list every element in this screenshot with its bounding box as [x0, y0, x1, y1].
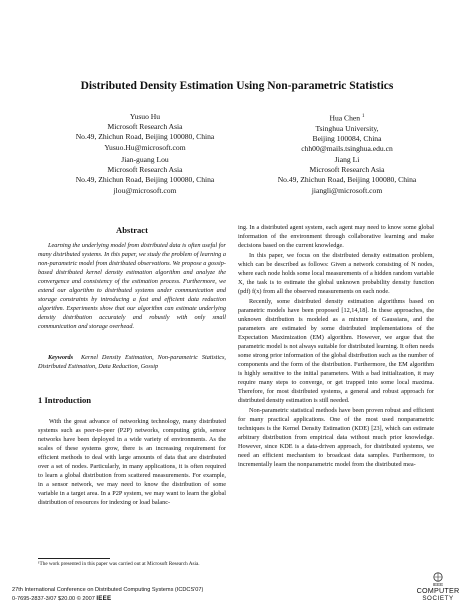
paragraph: With the great advance of networking technology, many distributed systems such as peer-to-peer (P2P) networks, computing grids, sensor networks have been deployed in a wide variety of environments. As the scales of these systems grow, there is an increasing requirement for efficient methods to deal with large amounts of data that are distributed over a set of nodes. Particularly, in many applications, it is often required to learn a global distribution from scattered measurements. For example, in a sensor network, we may need to know the distribution of some variable in a target area. In a P2P system, we may want to learn the global distribution of resources for indexing or load balanc- [38, 418, 226, 506]
author-affiliation: Tsinghua University, [315, 123, 379, 133]
author-affiliation: Microsoft Research Asia [107, 122, 183, 132]
paragraph: In this paper, we focus on the distributed density estimation problem, which can be described as follows: Given a network consisting of N nodes, where each node holds some local measurements of a hidden random variable X, the task is to estimate the global unknown probability density function (pdf) f(x) from all the observed measurements on each node. [238, 252, 434, 295]
author-email: Yusuo.Hu@microsoft.com [104, 142, 186, 152]
logo-line: COMPUTER [416, 586, 460, 595]
author-name: Hua Chen $^1$ [329, 113, 365, 123]
keywords-label: Keywords [48, 354, 73, 361]
ieee-wordmark: IEEE [96, 594, 112, 602]
logo-emblem-icon [431, 572, 445, 582]
author-email: jiangli@microsoft.com [311, 185, 383, 195]
logo-line: SOCIETY [422, 594, 454, 602]
paragraph: Recently, some distributed density estimation algorithms based on parametric models have been proposed [12,14,18]. In these approaches, the unknown distribution is modeled as a mixture of Gaussians, and the parameters are estimated by some distributed implementations of the Expectation Maximization (EM) algorithm. However, we argue that the parametric model is not always suitable for distributed learning. It often needs some strong prior information of the global distribution such as the number of components and the form of the distribution. Furthermore, the EM algorithm is highly sensitive to the initial parameters. With a bad initialization, it may require many steps to converge, or get trapped into some local maxima. Therefore, for most distributed systems, a general and robust approach for distributed density estimation is still needed. [238, 298, 434, 404]
author-address: No.49, Zhichun Road, Beijing 100080, China [75, 132, 215, 142]
footer-isbn-line [12, 595, 332, 604]
page-footer [12, 587, 332, 603]
paragraph: Non-parametric statistical methods have been proven robust and efficient for many practical applications. One of the most used nonparametric techniques is the Kernel Density Estimation (KDE) [23], which can estimate arbitrary distribution from empirical data without much prior knowledge. However, since KDE is a data-driven approach, for distributed systems, we need an efficient mechanism to broadcast data samples. Furthermore, to incrementally learn the nonparametric model from the distributed mea- [238, 407, 434, 468]
author-block-3 [60, 155, 230, 196]
footer-conference: 27th International Conference on Distributed Computing Systems (ICDCS'07) [12, 587, 204, 593]
footnote-rule [38, 558, 110, 559]
author-affiliation: Microsoft Research Asia [309, 165, 385, 175]
author-address: Beijing 100084, China [312, 133, 382, 143]
paragraph: ing. In a distributed agent system, each agent may need to know some global information of the environment through collaborative learning and make decisions based on the current knowledge. [238, 224, 434, 249]
abstract-text: Learning the underlying model from distributed data is often useful for many distributed systems. In this paper, we study the problem of learning a non-parametric model from distributed observations. We propose a gossip-based distributed kernel density estimation algorithm and analyze the convergence and consistency of the estimation process. Furthermore, we extend our algorithm to distributed systems under communication and storage constraints by introducing a fast and efficient data reduction algorithm. Experiments show that our algorithm can estimate underlying density distribution accurately and robustly with only small communication and storage overhead. [38, 242, 226, 330]
logo-line: IEEE [432, 582, 444, 587]
author-email: chh00@mails.tsinghua.edu.cn [301, 144, 393, 154]
author-name: Jian-guang Lou [121, 155, 169, 164]
author-block-4 [262, 155, 432, 196]
author-address: No.49, Zhichun Road, Beijing 100080, China [75, 175, 215, 185]
author-footnote-mark: 1 [362, 114, 365, 119]
section-heading-introduction: 1 Introduction [38, 395, 92, 405]
author-address: No.49, Zhichun Road, Beijing 100080, China [277, 175, 417, 185]
paper-title: Distributed Density Estimation Using Non-parametric Statistics [80, 80, 394, 92]
right-column [238, 223, 434, 469]
footer-isbn: 0-7695-2837-3/07 $20.00 © 2007 [12, 595, 95, 602]
intro-column [38, 417, 226, 507]
footnote: ¹The work presented in this paper was carried out at Microsoft Research Asia. [38, 561, 200, 567]
author-name: Yusuo Hu [129, 112, 161, 121]
author-affiliation: Microsoft Research Asia [107, 165, 183, 175]
author-name: Jiang Li [334, 155, 360, 164]
keywords-text: Kernel Density Estimation, Non-parametric Statistics, Distributed Estimation, Data Reduction, Gossip [38, 354, 226, 370]
abstract-heading: Abstract [116, 225, 148, 235]
abstract-body [38, 241, 226, 331]
computer-society-logo [410, 572, 466, 602]
author-block-1 [60, 112, 230, 153]
author-email: jlou@microsoft.com [113, 185, 177, 195]
keywords [38, 353, 226, 371]
author-block-2 [262, 112, 432, 154]
